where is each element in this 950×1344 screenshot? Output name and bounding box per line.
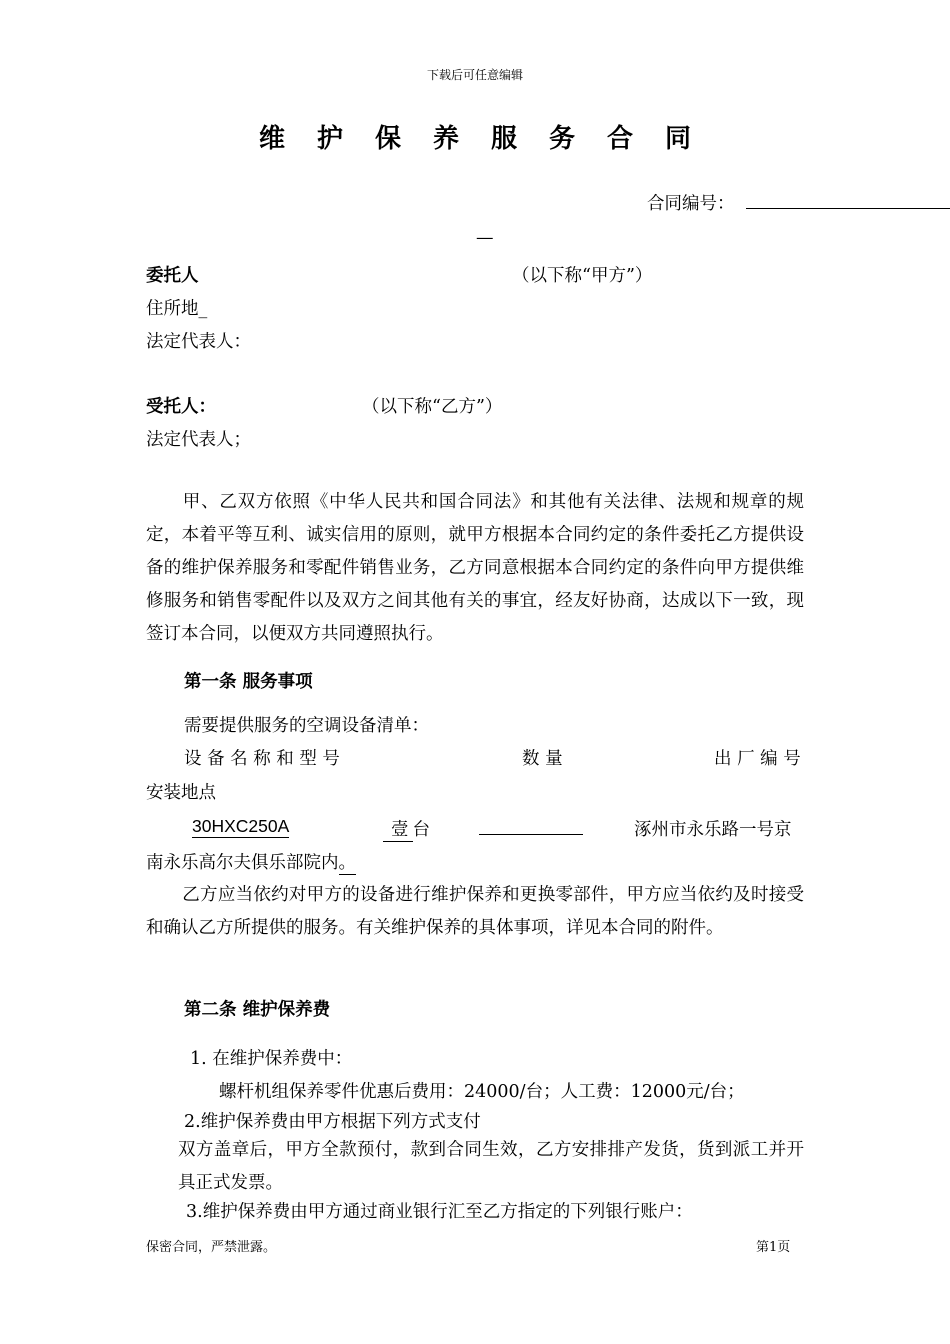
- install-location-end: 。: [339, 849, 357, 875]
- column-quantity: 数 量: [522, 749, 563, 769]
- fee-item-2-detail: 双方盖章后，甲方全款预付，款到合同生效，乙方安排排产发货，货到派工并开具正式发票。: [178, 1140, 804, 1193]
- fee-item-1: 1. 在维护保养费中：: [190, 1049, 353, 1069]
- party-b-label: 受托人：: [146, 397, 216, 417]
- header-note: 下载后可任意编辑: [426, 68, 523, 82]
- contract-number-dash: —: [476, 228, 494, 248]
- article1-body: [146, 879, 804, 945]
- party-b-representative: 法定代表人；: [146, 430, 251, 450]
- footer-page-number: 第1页: [756, 1240, 791, 1255]
- equipment-quantity: [383, 816, 430, 842]
- column-serial-number: 出 厂 编 号: [714, 749, 801, 769]
- equipment-model: 30HXC250A: [192, 816, 290, 836]
- article1-body-text: 乙方应当依约对甲方的设备进行维护保养和更换零部件，甲方应当依约及时接受和确认乙方所提供的服务。有关维护保养的具体事项，详见本合同的附件。: [146, 885, 804, 938]
- party-a-representative: 法定代表人：: [146, 332, 251, 352]
- contract-number-label: 合同编号：: [647, 194, 735, 214]
- intro-text: 甲、乙双方依照《中华人民共和国合同法》和其他有关法律、法规和规章的规定，本着平等互利、诚实信用的原则，就甲方根据本合同约定的条件委托乙方提供设备的维护保养服务和零配件销售业务，乙方同意根据本合同约定的条件向甲方提供维修服务和销售零配件以及双方之间其他有关的事宜，经友好协商，达成以下一致，现签订本合同，以便双方共同遵照执行。: [146, 492, 804, 644]
- serial-number-blank: [479, 834, 583, 835]
- footer-confidential: 保密合同，严禁泄露。: [146, 1240, 277, 1255]
- article1-heading: 第一条 服务事项: [184, 672, 313, 692]
- party-a-address: 住所地_: [146, 299, 208, 319]
- fee-item-3: 3.维护保养费由甲方通过商业银行汇至乙方指定的下列银行账户：: [186, 1202, 693, 1222]
- install-location-line2: 南永乐高尔夫俱乐部院内。: [146, 849, 356, 875]
- article2-heading: 第二条 维护保养费: [184, 1000, 331, 1020]
- party-a-label: 委托人: [146, 266, 199, 286]
- column-install-location: 安装地点: [146, 783, 216, 803]
- install-location-line1: 涿州市永乐路一号京: [634, 820, 792, 840]
- quantity-number: 壹: [383, 816, 413, 842]
- intro-paragraph: [146, 486, 804, 651]
- quantity-unit: 台: [412, 820, 430, 840]
- fee-item-2: 2.维护保养费由甲方根据下列方式支付: [184, 1112, 481, 1132]
- column-equipment-model: 设 备 名 称 和 型 号: [184, 749, 340, 769]
- contract-number-line: [746, 208, 950, 209]
- party-a-alias: （以下称“甲方”）: [512, 266, 653, 286]
- document-title: 维护保养服务合同: [258, 124, 723, 154]
- fee-item-1-detail: 螺杆机组保养零件优惠后费用：24000/台；人工费：12000元/台；: [219, 1082, 745, 1102]
- equipment-list-intro: 需要提供服务的空调设备清单：: [184, 716, 429, 736]
- party-b-alias: （以下称“乙方”）: [362, 397, 503, 417]
